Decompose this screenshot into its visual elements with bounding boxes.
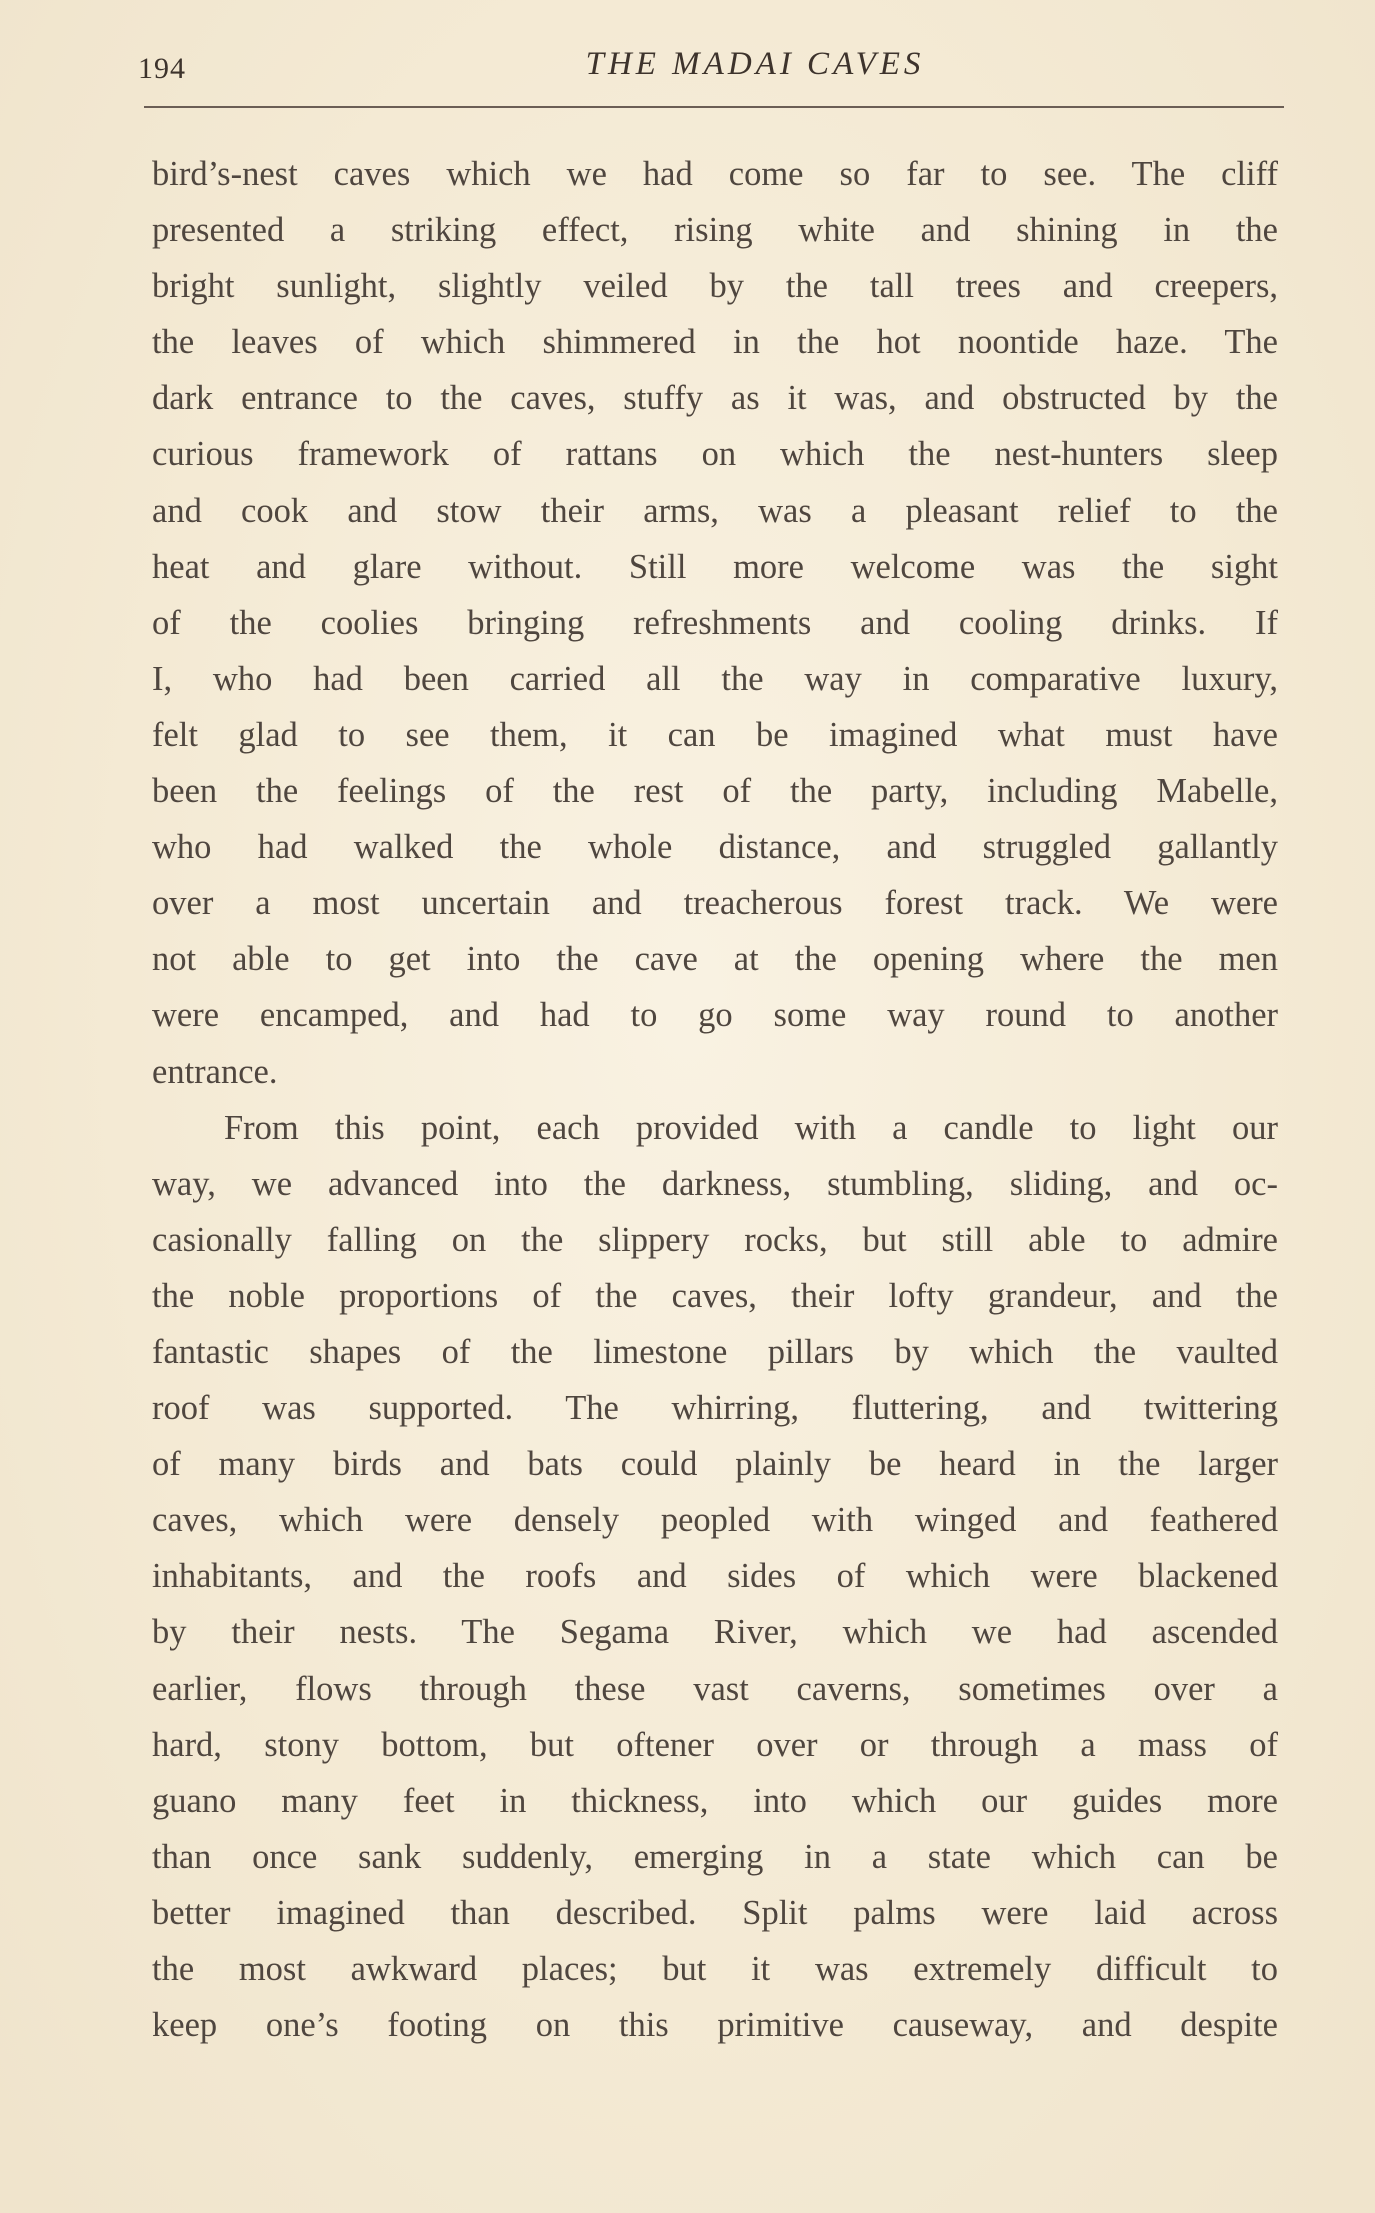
text-line: inhabitants, and the roofs and sides of which were blackened bbox=[152, 1557, 1278, 1596]
text-line: of many birds and bats could plainly be heard in the larger bbox=[152, 1445, 1278, 1484]
text-line: been the feelings of the rest of the party, including Mabelle, bbox=[152, 772, 1278, 811]
text-line: caves, which were densely peopled with winged and feathered bbox=[152, 1501, 1278, 1540]
text-line: bird’s-nest caves which we had come so far to see. The cliff bbox=[152, 155, 1278, 193]
text-line: of the coolies bringing refreshments and cooling drinks. If bbox=[152, 603, 1278, 642]
text-line: fantastic shapes of the limestone pillars by which the vaulted bbox=[152, 1332, 1278, 1371]
text-line: presented a striking effect, rising white and shining in the bbox=[152, 211, 1278, 250]
text-line: bright sunlight, slightly veiled by the tall trees and creepers, bbox=[152, 267, 1278, 306]
text-line: were encamped, and had to go some way round to another bbox=[152, 996, 1278, 1035]
text-line: I, who had been carried all the way in comparative luxury, bbox=[152, 659, 1278, 698]
text-line: the most awkward places; but it was extremely difficult to bbox=[152, 1950, 1278, 1988]
text-line: casionally falling on the slippery rocks, but still able to admire bbox=[152, 1220, 1278, 1259]
body-text bbox=[152, 146, 1278, 2053]
text-line: not able to get into the cave at the opening where the men bbox=[152, 940, 1278, 979]
text-line: keep one’s footing on this primitive causeway, and despite bbox=[152, 2006, 1278, 2045]
text-line: hard, stony bottom, but oftener over or through a mass of bbox=[152, 1725, 1278, 1764]
text-line: felt glad to see them, it can be imagined what must have bbox=[152, 715, 1278, 754]
text-line: earlier, flows through these vast caverns, sometimes over a bbox=[152, 1669, 1278, 1708]
text-line: and cook and stow their arms, was a pleasant relief to the bbox=[152, 491, 1278, 530]
text-line: entrance. bbox=[152, 1052, 278, 1091]
running-title: THE MADAI CAVES bbox=[585, 46, 925, 82]
text-line: by their nests. The Segama River, which we had ascended bbox=[152, 1613, 1278, 1652]
text-line: than once sank suddenly, emerging in a state which can be bbox=[152, 1837, 1278, 1876]
text-line: who had walked the whole distance, and struggled gallantly bbox=[152, 828, 1278, 867]
page-number: 194 bbox=[138, 52, 186, 85]
text-line: guano many feet in thickness, into which our guides more bbox=[152, 1781, 1278, 1820]
text-line: better imagined than described. Split palms were laid across bbox=[152, 1893, 1278, 1932]
running-head bbox=[136, 44, 1284, 94]
text-line: heat and glare without. Still more welcome was the sight bbox=[152, 547, 1278, 586]
text-line: curious framework of rattans on which the nest-hunters sleep bbox=[152, 435, 1278, 474]
text-line: the noble proportions of the caves, their lofty grandeur, and the bbox=[152, 1276, 1278, 1315]
text-line: way, we advanced into the darkness, stumbling, sliding, and oc- bbox=[152, 1164, 1278, 1203]
text-line: the leaves of which shimmered in the hot noontide haze. The bbox=[152, 323, 1278, 362]
header-rule bbox=[144, 106, 1284, 108]
text-line: over a most uncertain and treacherous forest track. We were bbox=[152, 884, 1278, 923]
text-line: From this point, each provided with a candle to light our bbox=[224, 1108, 1278, 1147]
text-line: roof was supported. The whirring, fluttering, and twittering bbox=[152, 1389, 1278, 1428]
text-line: dark entrance to the caves, stuffy as it was, and obstructed by the bbox=[152, 379, 1278, 418]
